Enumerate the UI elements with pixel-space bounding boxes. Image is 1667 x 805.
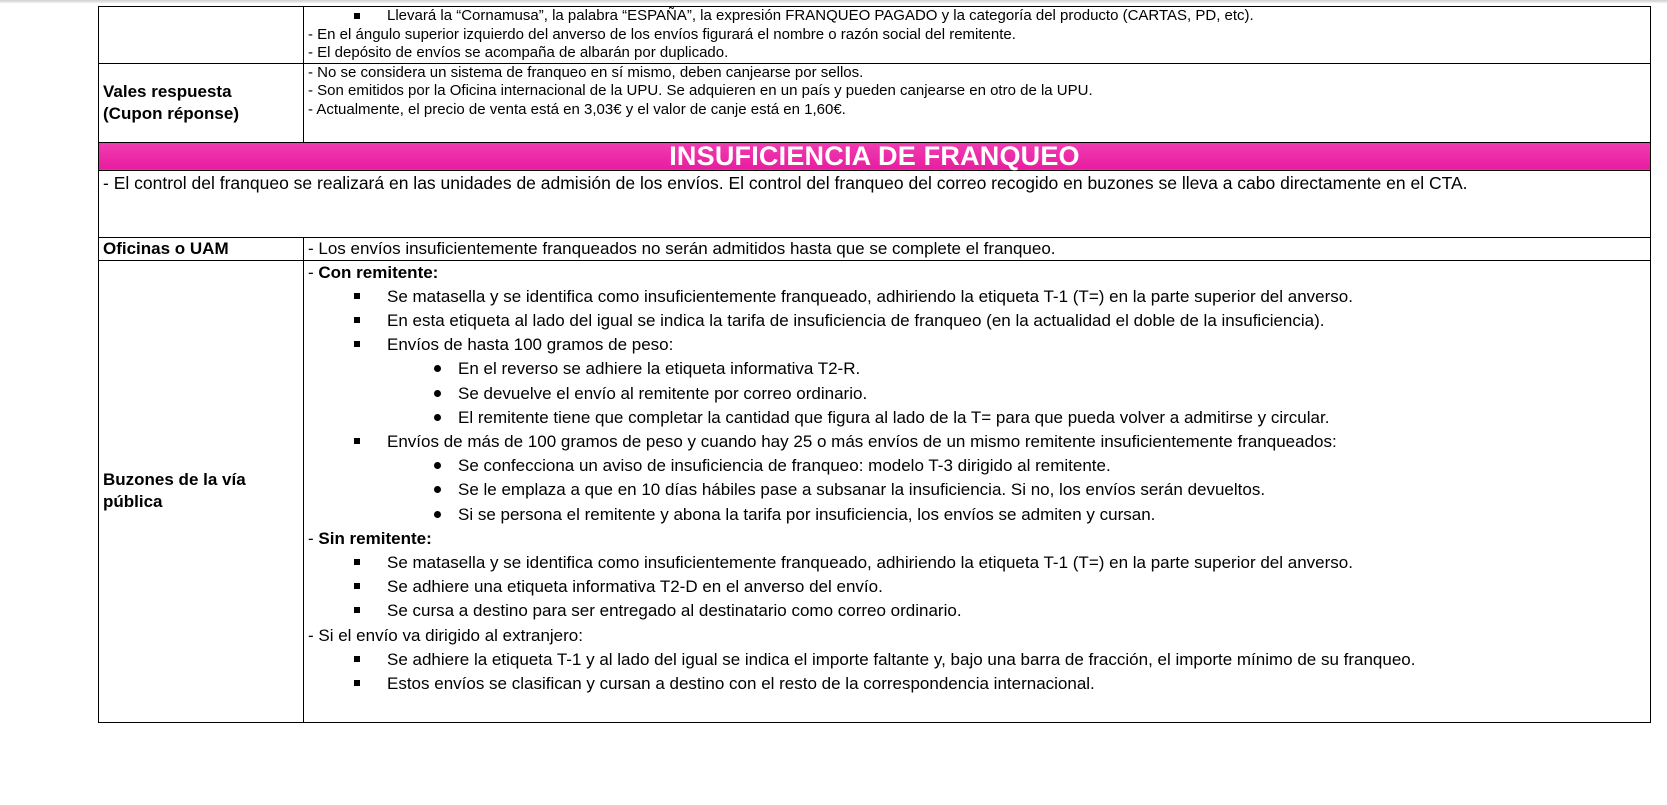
dash-prefix: - [308,528,319,548]
vales-content [304,63,1651,142]
text-line: - En el ángulo superior izquierdo del anverso de los envíos figurará el nombre o razón social del remitente. [308,25,1016,43]
list-item: Se matasella y se identifica como insuficientemente franqueado, adhiriendo la etiqueta T-1 (T=) en la parte superior del anverso. [308,551,1646,575]
sin-remitente-heading [308,527,1646,551]
square-bullet-icon [354,559,360,565]
sub-list-item: Se devuelve el envío al remitente por correo ordinario. [308,382,1646,406]
square-bullet-icon [354,341,360,347]
label-vales-respuesta [99,63,304,142]
list-item: Se cursa a destino para ser entregado al destinatario como correo ordinario. [308,599,1646,623]
section-header-row [99,142,1651,170]
square-bullet-icon [354,583,360,589]
sub-list-item: Si se persona el remitente y abona la tarifa por insuficiencia, los envíos se admiten y cursan. [308,503,1646,527]
sin-remitente-title: Sin remitente: [318,528,432,548]
page-top-edge [0,0,1667,3]
oficinas-text: - Los envíos insuficientemente franqueados no serán admitidos hasta que se complete el franqueo. [304,237,1651,260]
list-item: En esta etiqueta al lado del igual se indica la tarifa de insuficiencia de franqueo (en la actualidad el doble de la insuficiencia). [308,309,1646,333]
text-line: - No se considera un sistema de franqueo en sí mismo, deben canjearse por sellos. [308,63,864,81]
extranjero-heading: - Si el envío va dirigido al extranjero: [308,625,583,645]
square-bullet-icon [354,607,360,613]
sub-list-item: En el reverso se adhiere la etiqueta informativa T2-R. [308,357,1646,381]
bullet-text: Llevará la “Cornamusa”, la palabra “ESPAÑA”, la expresión FRANQUEO PAGADO y la categoría del producto (CARTAS, PD, etc). [387,7,1254,24]
label-line: (Cupon réponse) [103,103,239,123]
round-bullet-icon [434,511,441,518]
document-table [98,6,1651,723]
text-line: - Actualmente, el precio de venta está en 3,03€ y el valor de canje está en 1,60€. [308,100,846,118]
square-bullet-icon [354,293,360,299]
round-bullet-icon [434,462,441,469]
round-bullet-icon [434,390,441,397]
list-item: Envíos de hasta 100 gramos de peso: [308,333,1646,357]
label-empty [99,7,304,64]
label-oficinas: Oficinas o UAM [99,237,304,260]
text-line: - El depósito de envíos se acompaña de albarán por duplicado. [308,44,729,61]
continuation-content [304,7,1651,64]
sub-list-item: Se confecciona un aviso de insuficiencia de franqueo: modelo T-3 dirigido al remitente. [308,454,1646,478]
list-item: Envíos de más de 100 gramos de peso y cuando hay 25 o más envíos de un mismo remitente insuficientemente franqueados: [308,430,1646,454]
round-bullet-icon [434,486,441,493]
round-bullet-icon [434,414,441,421]
row-vales-respuesta [99,63,1651,142]
list-item [308,7,1646,26]
list-item: Se adhiere una etiqueta informativa T2-D en el anverso del envío. [308,575,1646,599]
row-intro [99,170,1651,237]
row-oficinas [99,237,1651,260]
row-continuation [99,7,1651,64]
list-item: Estos envíos se clasifican y cursan a destino con el resto de la correspondencia internacional. [308,672,1646,696]
sub-list-item: Se le emplaza a que en 10 días hábiles pase a subsanar la insuficiencia. Si no, los envíos serán devueltos. [308,478,1646,502]
list-item: Se adhiere la etiqueta T-1 y al lado del igual se indica el importe faltante y, bajo una barra de fracción, el importe mínimo de su franqueo. [308,648,1646,672]
label-buzones [99,260,304,723]
round-bullet-icon [434,365,441,372]
intro-text: - El control del franqueo se realizará en las unidades de admisión de los envíos. El control del franqueo del correo recogido en buzones se lleva a cabo directamente en el CTA. [99,170,1651,237]
text-line: - Son emitidos por la Oficina internacional de la UPU. Se adquieren en un país y pueden canjearse en otro de la UPU. [308,82,1093,99]
dash-prefix: - [308,262,319,282]
square-bullet-icon [354,317,360,323]
con-remitente-heading [308,261,1646,285]
sub-list-item: El remitente tiene que completar la cantidad que figura al lado de la T= para que pueda volver a admitirse y circular. [308,406,1646,430]
square-bullet-icon [354,656,360,662]
buzones-content [304,260,1651,723]
label-line: pública [103,492,163,512]
square-bullet-icon [354,680,360,686]
row-buzones [99,260,1651,723]
list-item: Se matasella y se identifica como insuficientemente franqueado, adhiriendo la etiqueta T-1 (T=) en la parte superior del anverso. [308,285,1646,309]
square-bullet-icon [354,438,360,444]
label-line: Buzones de la vía [103,470,246,490]
section-header: INSUFICIENCIA DE FRANQUEO [99,142,1651,170]
square-bullet-icon [354,13,360,19]
label-line: Vales respuesta [103,81,232,101]
con-remitente-title: Con remitente: [318,262,439,282]
